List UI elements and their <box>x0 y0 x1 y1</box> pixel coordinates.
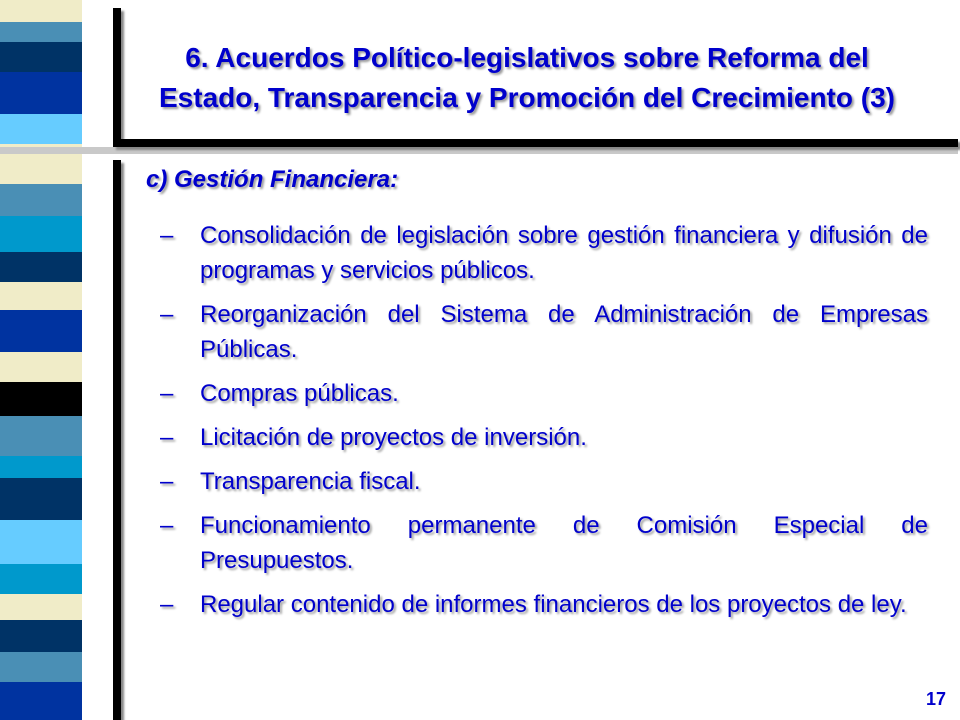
bullet-marker: – <box>160 424 174 451</box>
decorative-color-strip <box>0 0 82 720</box>
strip-block <box>0 620 82 652</box>
strip-block <box>0 352 82 382</box>
title-line-2: Estado, Transparencia y Promoción del Crecimiento (3) <box>159 82 895 113</box>
horizontal-rule-gray <box>0 147 958 154</box>
bullet-list <box>160 218 928 631</box>
slide-title <box>96 38 958 118</box>
bullet-marker: – <box>160 301 174 328</box>
bullet-item <box>160 297 928 367</box>
vertical-rule-bottom <box>113 160 121 720</box>
strip-block <box>0 382 82 416</box>
bullet-text: Funcionamiento permanente de Comisión Especial de Presupuestos. <box>200 512 928 574</box>
bullet-text: Compras públicas. <box>200 380 399 407</box>
bullet-marker: – <box>160 468 174 495</box>
strip-block <box>0 310 82 352</box>
strip-block <box>0 72 82 114</box>
strip-block <box>0 682 82 720</box>
strip-block <box>0 652 82 682</box>
page-number: 17 <box>925 689 946 709</box>
strip-block <box>0 564 82 594</box>
bullet-item <box>160 464 928 499</box>
bullet-text: Reorganización del Sistema de Administración de Empresas Públicas. <box>200 301 928 363</box>
strip-block <box>0 216 82 252</box>
strip-block <box>0 456 82 478</box>
bullet-item <box>160 376 928 411</box>
strip-block <box>0 42 82 72</box>
strip-block <box>0 594 82 620</box>
bullet-text: Transparencia fiscal. <box>200 468 421 495</box>
bullet-marker: – <box>160 222 174 249</box>
bullet-item <box>160 420 928 455</box>
strip-block <box>0 0 82 22</box>
title-line-1: 6. Acuerdos Político-legislativos sobre Reforma del <box>185 42 869 73</box>
bullet-marker: – <box>160 512 174 539</box>
strip-block <box>0 114 82 144</box>
bullet-item <box>160 587 928 622</box>
bullet-text: Consolidación de legislación sobre gestión financiera y difusión de programas y servicios públicos. <box>200 222 928 284</box>
strip-block <box>0 478 82 520</box>
strip-block <box>0 282 82 310</box>
strip-block <box>0 184 82 216</box>
strip-block <box>0 22 82 42</box>
bullet-item <box>160 218 928 288</box>
strip-block <box>0 416 82 456</box>
strip-block <box>0 252 82 282</box>
bullet-text: Regular contenido de informes financieros de los proyectos de ley. <box>200 591 907 618</box>
bullet-marker: – <box>160 591 174 618</box>
strip-block <box>0 520 82 564</box>
bullet-marker: – <box>160 380 174 407</box>
horizontal-rule-black <box>113 139 958 147</box>
bullet-text: Licitación de proyectos de inversión. <box>200 424 587 451</box>
bullet-item <box>160 508 928 578</box>
section-subtitle: c) Gestión Financiera: <box>146 166 399 193</box>
